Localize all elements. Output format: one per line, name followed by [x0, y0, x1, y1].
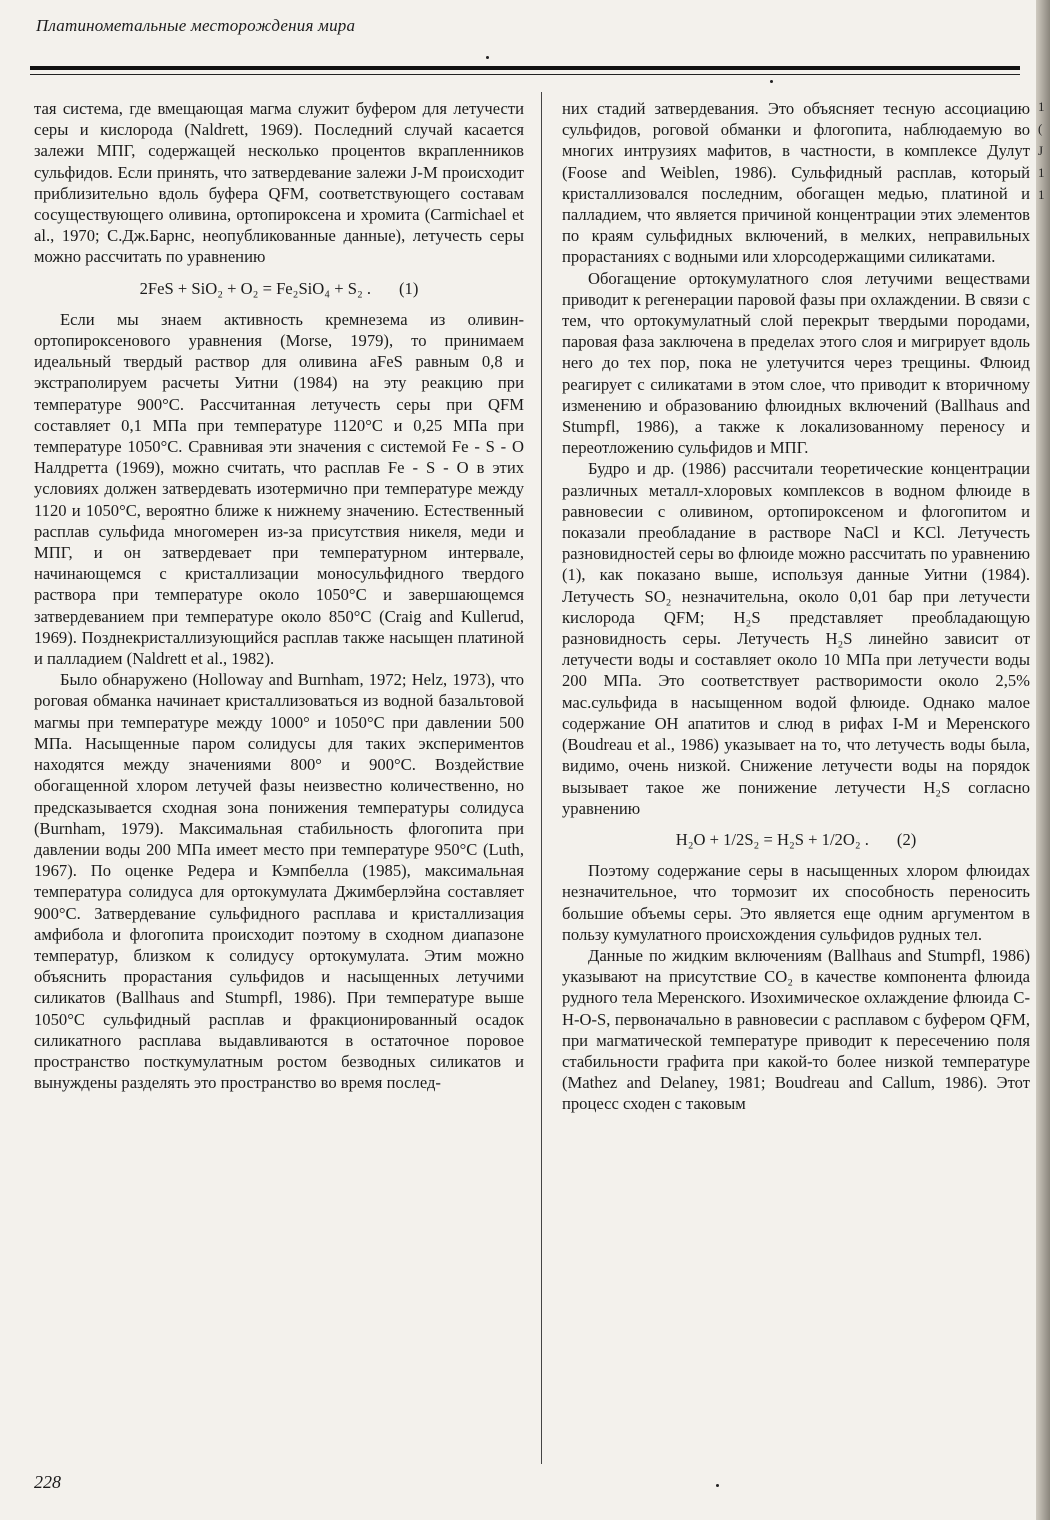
column-divider — [541, 92, 542, 1464]
equation-number: (2) — [896, 829, 917, 849]
edge-mark: ( — [1038, 121, 1043, 136]
edge-mark: 1 — [1038, 187, 1045, 202]
paragraph: Обогащение ортокумулатного слоя летучими веществами приводит к регенерации паровой фазы при охлаждении. В связи с тем, что ортокумулатный слой перекрыт твердыми породами, паровая фаза заключена в пределах этого слоя и мигрирует вдоль него до тех пор, пока не улетучится через трещины. Флюид реагирует с силикатами в этом слое, что приводит к вторичному изменению и образованию флюидных включений (Ballhaus and Stumpfl, 1986), а также к локализованному переносу и переотложению сульфидов и МПГ. — [562, 268, 1030, 458]
page-edge-shadow — [1036, 0, 1050, 1520]
edge-marks — [1038, 96, 1048, 206]
page-number: 228 — [34, 1472, 61, 1492]
equation-1 — [34, 278, 524, 299]
edge-mark: 1 — [1038, 99, 1045, 114]
left-column — [34, 98, 524, 1093]
paragraph: Данные по жидким включениям (Ballhaus and Stumpfl, 1986) указывают на присутствие CO₂ в качестве компонента флюида рудного тела Меренского. Изохимическое охлаждение флюида C-H-O-S, первоначально в равновесии с расплавом с буфером QFM, при магматической температуре приводит к пересечению поля стабильности графита при какой-то более низкой температуре (Mathez and Delaney, 1981; Boudreau and Callum, 1986). Этот процесс сходен с таковым — [562, 945, 1030, 1114]
equation-2 — [562, 829, 1030, 850]
speck — [770, 80, 773, 83]
paragraph: Если мы знаем активность кремнезема из оливин-ортопироксенового уравнения (Morse, 1979), то принимаем идеальный твердый раствор для оливина aFeS равным 0,8 и экстраполируем расчеты Уитни (1984) на эту реакцию при температуре 900°С. Рассчитанная летучесть серы при QFM составляет 0,1 МПа при температуре 1120°С и 0,25 МПа при температуре 1050°С. Сравнивая эти значения с системой Fe - S - O Налдретта (1969), можно считать, что расплав Fe - S - O в этих условиях должен затвердевать изотермично при температуре между 1120 и 1050°С, вероятно ближе к нижнему значению. Естественный расплав сульфида многомерен из-за присутствия никеля, меди и МПГ, и он затвердевает при температурном интервале, начинающемся с кристаллизации моносульфидного твердого раствора при температуре около 1050°С и завершающемся затвердеванием при температуре около 850°С (Craig and Kullerud, 1969). Позднекристаллизующийся расплав также насыщен платиной и палладием (Naldrett et al., 1982). — [34, 309, 524, 669]
running-title: Платинометальные месторождения мира — [36, 16, 356, 35]
equation-text: H₂O + 1/2S₂ = H₂S + 1/2O₂ . — [675, 829, 869, 849]
paragraph: Будро и др. (1986) рассчитали теоретические концентрации различных металл-хлоровых комплексов в водном флюиде в равновесии с оливином, ортопироксеном и флогопитом и показали преобладание в растворе NaCl и KCl. Летучесть разновидностей серы во флюиде можно рассчитать по уравнению (1), как показано выше, используя данные Уитни (1984). Летучесть SO₂ незначительна, около 0,01 бар при летучести кислорода QFM; H₂S представляет преобладающую разновидность серы. Летучесть H₂S линейно зависит от летучести воды и составляет около 10 МПа при летучести воды 200 МПа. Это соответствует растворимости около 2,5% мас.сульфида в насыщенном водой флюиде. Однако малое содержание ОН апатитов и слюд в рифах I-M и Меренского (Boudreau et al., 1986) указывает на то, что летучесть воды была, видимо, очень низкой. Снижение летучести воды на порядок вызывает такое же понижение летучести H₂S согласно уравнению — [562, 459, 1030, 818]
paragraph: Поэтому содержание серы в насыщенных хлором флюидах незначительное, что тормозит их способность переносить большие объемы серы. Это является еще одним аргументом в пользу кумулатного происхождения сульфидов рудных тел. — [562, 861, 1030, 944]
speck — [716, 1484, 719, 1487]
speck — [486, 56, 489, 59]
equation-number: (1) — [399, 278, 419, 298]
edge-mark: J — [1038, 143, 1044, 158]
edge-mark: 1 — [1038, 165, 1045, 180]
paragraph: них стадий затвердевания. Это объясняет тесную ассоциацию сульфидов, роговой обманки и флогопита, наблюдаемую во многих интрузиях мафитов, в частности, в комплексе Дулут (Foose and Weiblen, 1986). Сульфидный расплав, который кристаллизовался последним, обогащен медью, платиной и палладием, что является причиной концентрации этих элементов по краям сульфидных включений, в мелких, неправильных прорастаниях с водными или хлорсодержащими силикатами. — [562, 99, 1030, 267]
equation-text: 2FeS + SiO₂ + O₂ = Fe₂SiO₄ + S₂ . — [139, 278, 372, 298]
header-rule-thin — [30, 74, 1020, 75]
header-rule — [30, 66, 1020, 70]
right-column — [562, 98, 1030, 1468]
paragraph: Было обнаружено (Holloway and Burnham, 1972; Helz, 1973), что роговая обманка начинает кристаллизоваться из водной базальтовой магмы при температуре между 1000° и 1050°С при давлении 500 МПа. Насыщенные паром солидусы для таких экспериментов находятся между значениями 800° и 900°С. Воздействие обогащенной хлором летучей фазы неизвестно количественно, но предсказывается сходная зона понижения температуры солидуса (Burnham, 1979). Максимальная стабильность флогопита при давлении воды 200 МПа имеет место при температуре 950°С (Luth, 1967). По оценке Редера и Кэмпбелла (1985), максимальная температура солидуса для ортокумулата Джимберлэйна составляет 900°С. Затвердевание сульфидного расплава и кристаллизация амфибола и флогопита происходит поэтому в сходном диапазоне температур, близком к солидусу ортокумулата. Этим можно объяснить прорастания сульфидов и насыщенных летучими силикатов (Ballhaus and Stumpfl, 1986). При температуре выше 1050°С сульфидный расплав и фракционированный осадок силикатного расплава выдавливаются в остаточное поровое пространство посткумулатным ростом безводных силикатов и вынуждены разделять это пространство во время послед- — [34, 670, 524, 1093]
paragraph: тая система, где вмещающая магма служит буфером для летучести серы и кислорода (Naldrett, 1969). Последний случай касается залежи МПГ, содержащей несколько процентов вкрапленников сульфидов. Если принять, что затвердевание залежи J-M происходит приблизительно вдоль буфера QFM, соответствующего составам сосуществующего оливина, ортопироксена и хромита (Carmichael et al., 1970; С.Дж.Барнс, неопубликованные данные), летучесть серы можно рассчитать по уравнению — [34, 99, 524, 267]
